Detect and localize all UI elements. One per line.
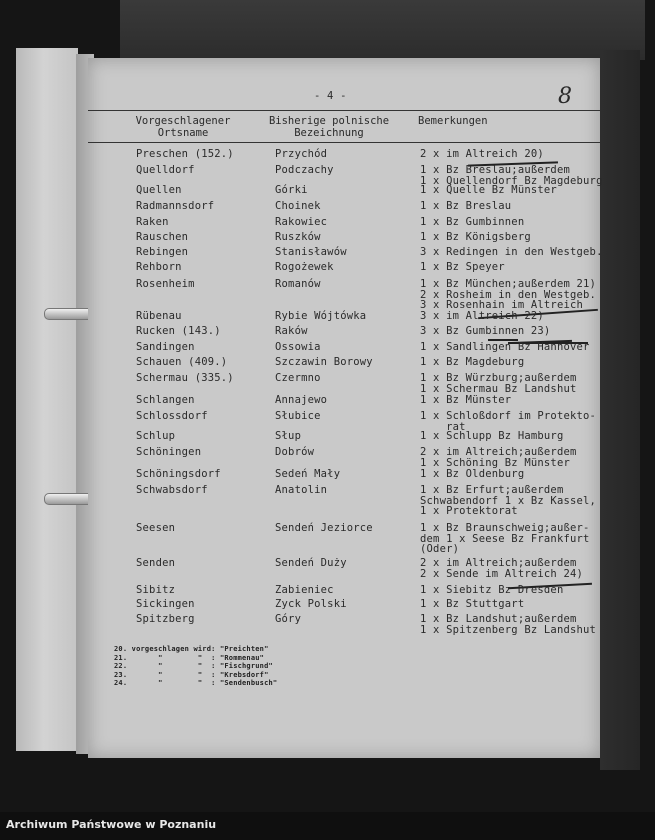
row-remark-line: 2 x im Altreich;außerdem	[420, 446, 577, 458]
row-remark-line: 1 x Bz Speyer	[420, 261, 505, 273]
row-remark-line: 3 x im Altreich 22)	[420, 310, 544, 322]
footnote-line: 24. " " : "Sendenbusch"	[114, 679, 278, 688]
row-remark-line: 1 x Bz Breslau	[420, 200, 512, 212]
header-proposed-name: Vorgeschlagener Ortsname	[135, 115, 231, 139]
row-remark-line: 3 x Rosenhain im Altreich	[420, 299, 584, 312]
row-polish-name: Raków	[275, 325, 308, 337]
binder-strip	[16, 48, 78, 751]
row-remark-line: 1 x Bz Würzburg;außerdem	[420, 372, 577, 384]
header-remarks: Bemerkungen	[418, 115, 488, 127]
row-remark-line: 3 x Redingen in den Westgeb.	[420, 246, 603, 258]
row-remark-line: 1 x Bz Erfurt;außerdem	[420, 484, 564, 496]
row-proposed-name: Sickingen	[136, 598, 195, 610]
row-proposed-name: Rehborn	[136, 261, 182, 273]
row-remark-line: 1 x Bz Stuttgart	[420, 598, 525, 610]
row-proposed-name: Schermau (335.)	[136, 372, 234, 384]
row-polish-name: Zabieniec	[275, 584, 334, 596]
row-proposed-name: Rübenau	[136, 310, 182, 322]
footnote-line: 22. " " : "Fischgrund"	[114, 662, 273, 671]
row-proposed-name: Quelldorf	[136, 164, 195, 176]
row-remark-line: (Oder)	[420, 543, 460, 556]
row-proposed-name: Seesen	[136, 522, 176, 534]
row-remark-line: 1 x Bz Oldenburg	[420, 468, 525, 480]
row-remark-line: 1 x Sandlingen Bz Hannover	[420, 341, 590, 353]
footnote-line: 23. " " : "Krebsdorf"	[114, 670, 269, 679]
row-polish-name: Ruszków	[275, 231, 321, 243]
row-remark-line: 1 x Bz Breslau;außerdem	[420, 164, 570, 176]
archive-label: Archiwum Państwowe w Poznaniu	[6, 818, 217, 831]
row-polish-name: Romanów	[275, 278, 321, 290]
row-proposed-name: Schlup	[136, 430, 176, 442]
row-polish-name: Góry	[275, 613, 302, 625]
page-number: - 4 -	[314, 90, 347, 102]
row-proposed-name: Schlossdorf	[136, 410, 208, 422]
row-remark-line: 1 x Schlupp Bz Hamburg	[420, 430, 564, 442]
row-remark-line: 1 x Quellendorf Bz Magdeburg	[420, 174, 603, 187]
row-remark-line: 1 x Siebitz Bz Dresden	[420, 584, 564, 596]
row-polish-name: Annajewo	[275, 394, 328, 406]
row-proposed-name: Schöningsdorf	[136, 468, 221, 480]
row-polish-name: Słup	[275, 430, 302, 442]
document-page	[88, 58, 603, 758]
row-remark-line: 1 x Bz Königsberg	[420, 231, 531, 243]
row-polish-name: Rakowiec	[275, 216, 328, 228]
handwritten-page-number: 8	[558, 84, 572, 109]
row-proposed-name: Schöningen	[136, 446, 202, 458]
row-remark-line: 1 x Schloßdorf im Protekto-	[420, 410, 597, 422]
row-proposed-name: Raken	[136, 216, 169, 228]
row-remark-line: 1 x Bz Magdeburg	[420, 356, 525, 368]
row-proposed-name: Rosenheim	[136, 278, 195, 290]
row-polish-name: Zyck Polski	[275, 598, 347, 610]
row-remark-line: dem 1 x Seese Bz Frankfurt	[420, 532, 590, 545]
row-polish-name: Sendeń Jeziorce	[275, 522, 373, 534]
row-polish-name: Przychód	[275, 148, 328, 160]
row-remark-line: 1 x Schöning Bz Münster	[420, 456, 570, 469]
row-polish-name: Anatolin	[275, 484, 328, 496]
row-remark-line: Schwabendorf 1 x Bz Kassel,	[420, 494, 597, 507]
row-proposed-name: Preschen (152.)	[136, 148, 234, 160]
row-polish-name: Rybie Wójtówka	[275, 310, 367, 322]
row-remark-line: 1 x Bz Münster	[420, 394, 512, 406]
row-polish-name: Szczawin Borowy	[275, 356, 373, 368]
header-rule-bottom	[88, 142, 600, 143]
row-proposed-name: Rebingen	[136, 246, 189, 258]
row-proposed-name: Quellen	[136, 184, 182, 196]
row-polish-name: Górki	[275, 184, 308, 196]
row-proposed-name: Schauen (409.)	[136, 356, 228, 368]
row-remark-line: 1 x Bz München;außerdem 21)	[420, 278, 597, 290]
row-remark-line: 1 x Bz Gumbinnen	[420, 216, 525, 228]
row-proposed-name: Sandingen	[136, 341, 195, 353]
background-top	[120, 0, 645, 60]
row-proposed-name: Radmannsdorf	[136, 200, 215, 212]
row-proposed-name: Schwabsdorf	[136, 484, 208, 496]
footnote-line: 20. vorgeschlagen wird: "Preichten"	[114, 645, 269, 653]
row-remark-line: 3 x Bz Gumbinnen 23)	[420, 325, 551, 337]
row-proposed-name: Schlangen	[136, 394, 195, 406]
row-proposed-name: Spitzberg	[136, 613, 195, 625]
row-polish-name: Podczachy	[275, 164, 334, 176]
row-polish-name: Rogożewek	[275, 261, 334, 273]
row-polish-name: Ossowia	[275, 341, 321, 353]
row-remark-line: 2 x Rosheim in den Westgeb.	[420, 288, 597, 301]
row-remark-line: 2 x im Altreich;außerdem	[420, 557, 577, 569]
row-polish-name: Choinek	[275, 200, 321, 212]
background-right	[600, 50, 640, 770]
row-remark-line: 1 x Protektorat	[420, 505, 518, 518]
row-remark-line: 1 x Quelle Bz Münster	[420, 184, 557, 196]
row-remark-line: 1 x Schermau Bz Landshut	[420, 382, 577, 395]
footnote-line: 21. " " : "Rommenau"	[114, 653, 265, 662]
header-polish-name: Bisherige polnische Bezeichnung	[268, 115, 390, 139]
row-proposed-name: Rucken (143.)	[136, 325, 221, 337]
row-proposed-name: Senden	[136, 557, 176, 569]
header-rule-top	[88, 110, 600, 111]
row-proposed-name: Rauschen	[136, 231, 189, 243]
row-polish-name: Słubice	[275, 410, 321, 422]
row-polish-name: Dobrów	[275, 446, 315, 458]
row-remark-line: 1 x Bz Braunschweig;außer-	[420, 522, 590, 534]
row-polish-name: Czermno	[275, 372, 321, 384]
row-proposed-name: Sibitz	[136, 584, 176, 596]
row-polish-name: Stanisławów	[275, 246, 347, 258]
row-polish-name: Sedeń Mały	[275, 468, 341, 480]
row-remark-line: 2 x im Altreich 20)	[420, 148, 544, 160]
row-polish-name: Sendeń Duży	[275, 557, 347, 569]
row-remark-line: rat	[420, 420, 466, 433]
archive-footer	[0, 812, 655, 840]
row-remark-line: 1 x Spitzenberg Bz Landshut	[420, 623, 597, 636]
row-remark-line: 1 x Bz Landshut;außerdem	[420, 613, 577, 625]
row-remark-line: 2 x Sende im Altreich 24)	[420, 567, 584, 580]
